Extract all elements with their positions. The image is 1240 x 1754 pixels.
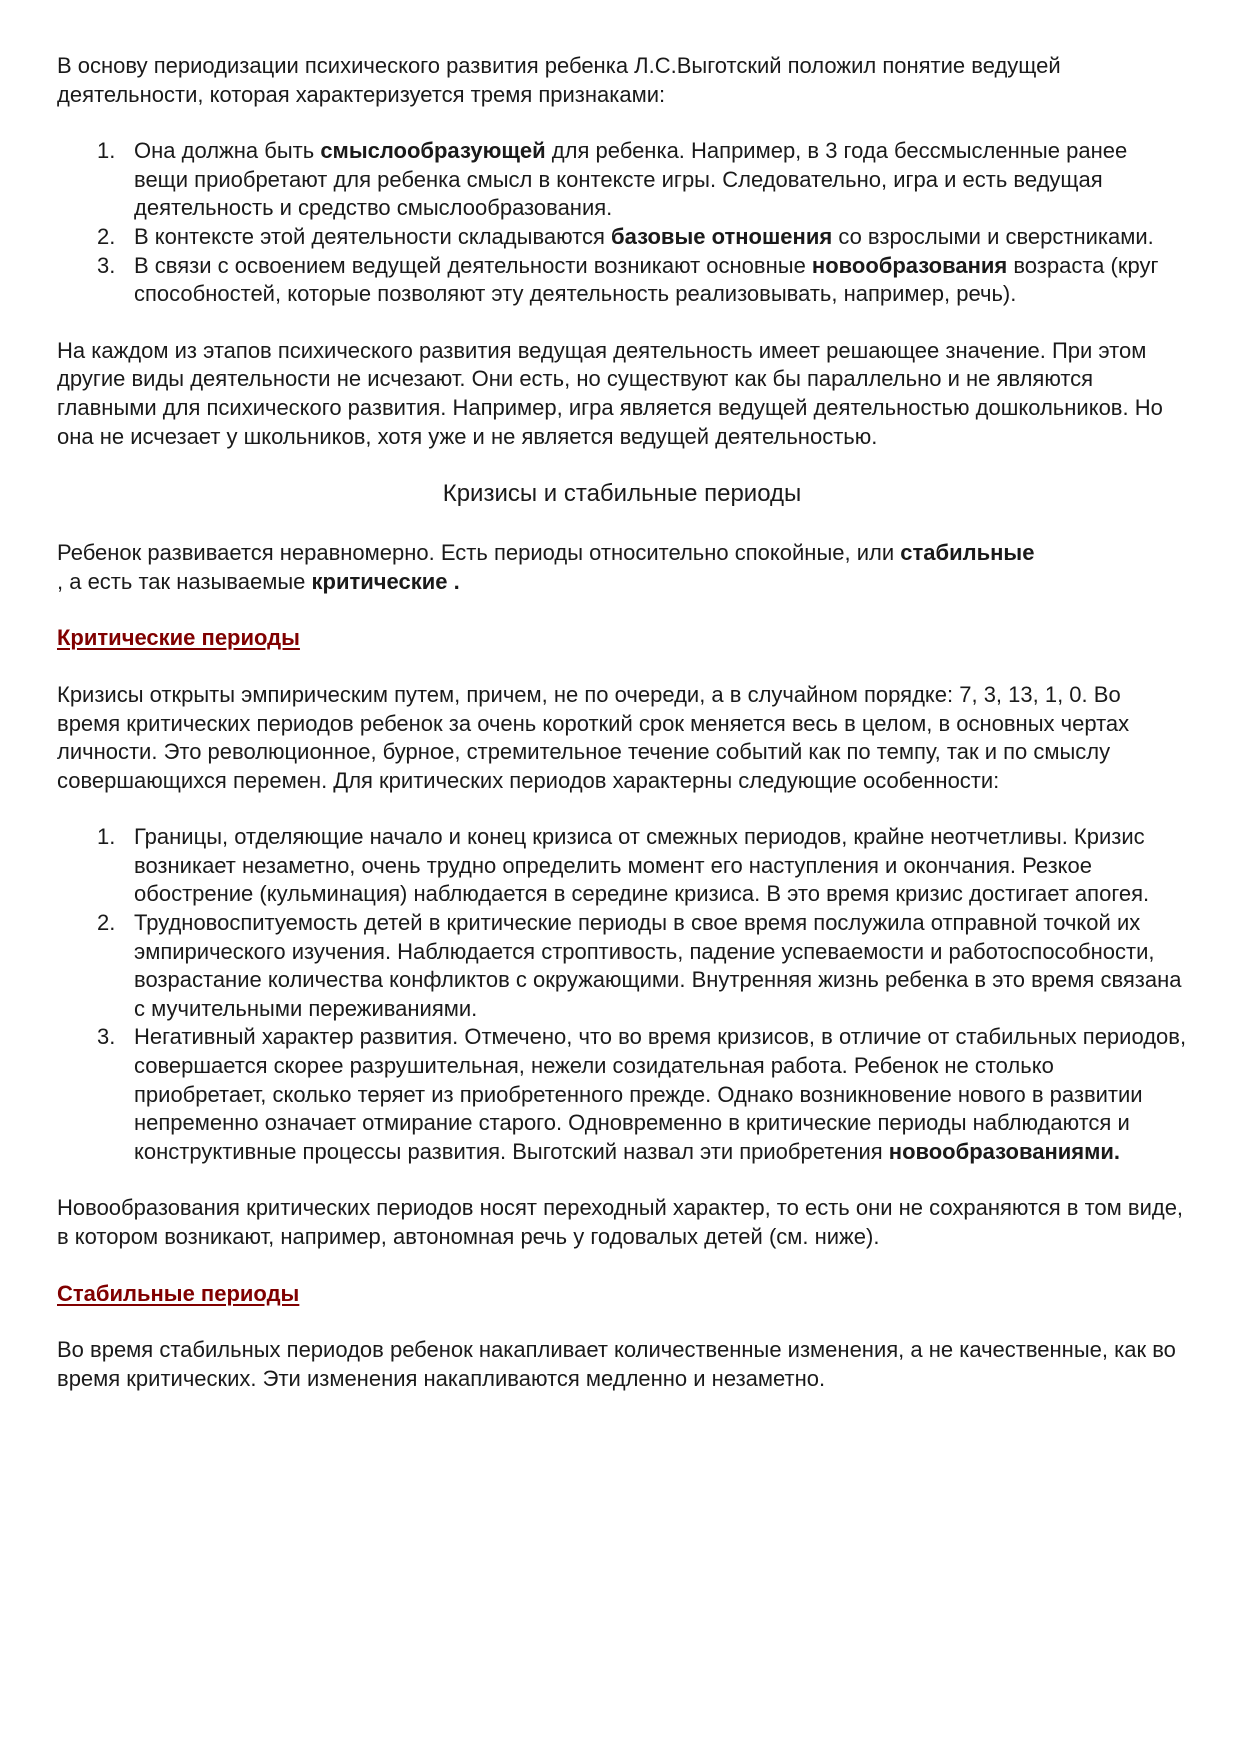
paragraph-text: , а есть так называемые [57,568,312,594]
critical-periods-intro: Кризисы открыты эмпирическим путем, причем, не по очереди, а в случайном порядке: 7, 3, 13, 1, 0. Во время критических периодов ребенок за очень короткий срок меняется весь в целом, в основных чертах личности. Это революционное, бурное, стремительное течение событий как по темпу, так и по смыслу совершающихся перемен. Для критических периодов характерны следующие особенности: [57,681,1130,793]
list-text: возраста (круг способностей, которые позволяют эту деятельность реализовывать, например, речь). [134,252,1159,307]
list-text: В связи с освоением ведущей деятельности возникают основные [134,252,812,278]
list-number: 3. [97,1024,116,1050]
section-title: Кризисы и стабильные периоды [442,480,802,508]
list-number: 1. [97,138,116,164]
document-page [57,52,1187,1393]
stable-periods-paragraph: Во время стабильных периодов ребенок накапливает количественные изменения, а не качественные, как во время критических. Эти изменения накапливаются медленно и незаметно. [57,1337,1176,1391]
bold-term: смыслообразующей [320,138,546,164]
list-item [57,1023,1187,1166]
list-item [57,823,1187,909]
list-text: Она должна быть [134,138,321,164]
list-number: 2. [97,223,116,249]
bold-term: новообразованиями. [888,1138,1121,1164]
list-text: для ребенка. Например, в 3 года бессмысленные ранее вещи приобретают для ребенка смысл в контексте игры. Следовательно, игра и есть ведущая деятельность и средство смыслообразования. [134,138,1128,221]
bold-term: критические . [311,568,460,594]
leading-activity-paragraph: На каждом из этапов психического развития ведущая деятельность имеет решающее значение. При этом другие виды деятельности не исчезают. Они есть, но существуют как бы параллельно и не являются главными для психического развития. Например, игра является ведущей деятельностью дошкольников. Но она не исчезает у школьников, хотя уже и не является ведущей деятельностью. [57,337,1163,449]
bold-term: базовые отношения [611,223,833,249]
list-text: Негативный характер развития. Отмечено, что во время кризисов, в отличие от стабильных периодов, совершается скорее разрушительная, нежели созидательная работа. Ребенок не столько приобретает, сколько теряет из приобретенного прежде. Однако возникновение нового в развитии непременно означает отмирание старого. Одновременно в критические периоды наблюдаются и конструктивные процессы развития. Выготский назвал эти приобретения [134,1024,1187,1164]
list-item [57,252,1187,309]
list-number: 1. [97,824,116,850]
list-number: 2. [97,910,116,936]
list-item [57,909,1187,1023]
critical-periods-heading: Критические периоды [57,625,300,651]
bold-term: новообразования [811,252,1008,278]
paragraph-text: Ребенок развивается неравномерно. Есть периоды относительно спокойные, или [57,540,901,566]
leading-activity-signs-list [57,137,1187,309]
list-text: Трудновоспитуемость детей в критические периоды в свое время послужила отправной точкой их эмпирического изучения. Наблюдается строптивость, падение успеваемости и работоспособности, возрастание количества конфликтов с окружающими. Внутренняя жизнь ребенка в это время связана с мучительными переживаниями. [134,910,1182,1021]
list-text: В контексте этой деятельности складываются [134,223,611,249]
critical-closing-paragraph: Новообразования критических периодов носят переходный характер, то есть они не сохраняются в том виде, в котором возникают, например, автономная речь у годовалых детей (см. ниже). [57,1195,1184,1249]
list-number: 3. [97,252,116,278]
intro-paragraph: В основу периодизации психического развития ребенка Л.С.Выготский положил понятие ведущей деятельности, которая характеризуется тремя признаками: [57,53,1061,107]
stable-periods-heading: Стабильные периоды [57,1280,300,1306]
list-item [57,223,1187,252]
bold-term: стабильные [900,540,1035,566]
critical-features-list [57,823,1187,1166]
list-item [57,137,1187,223]
uneven-development-paragraph [57,539,1187,596]
list-text: Границы, отделяющие начало и конец кризиса от смежных периодов, крайне неотчетливы. Кризис возникает незаметно, очень трудно определить момент его наступления и окончания. Резкое обострение (кульминация) наблюдается в середине кризиса. В это время кризис достигает апогея. [134,824,1150,907]
list-text: со взрослыми и сверстниками. [832,223,1154,249]
